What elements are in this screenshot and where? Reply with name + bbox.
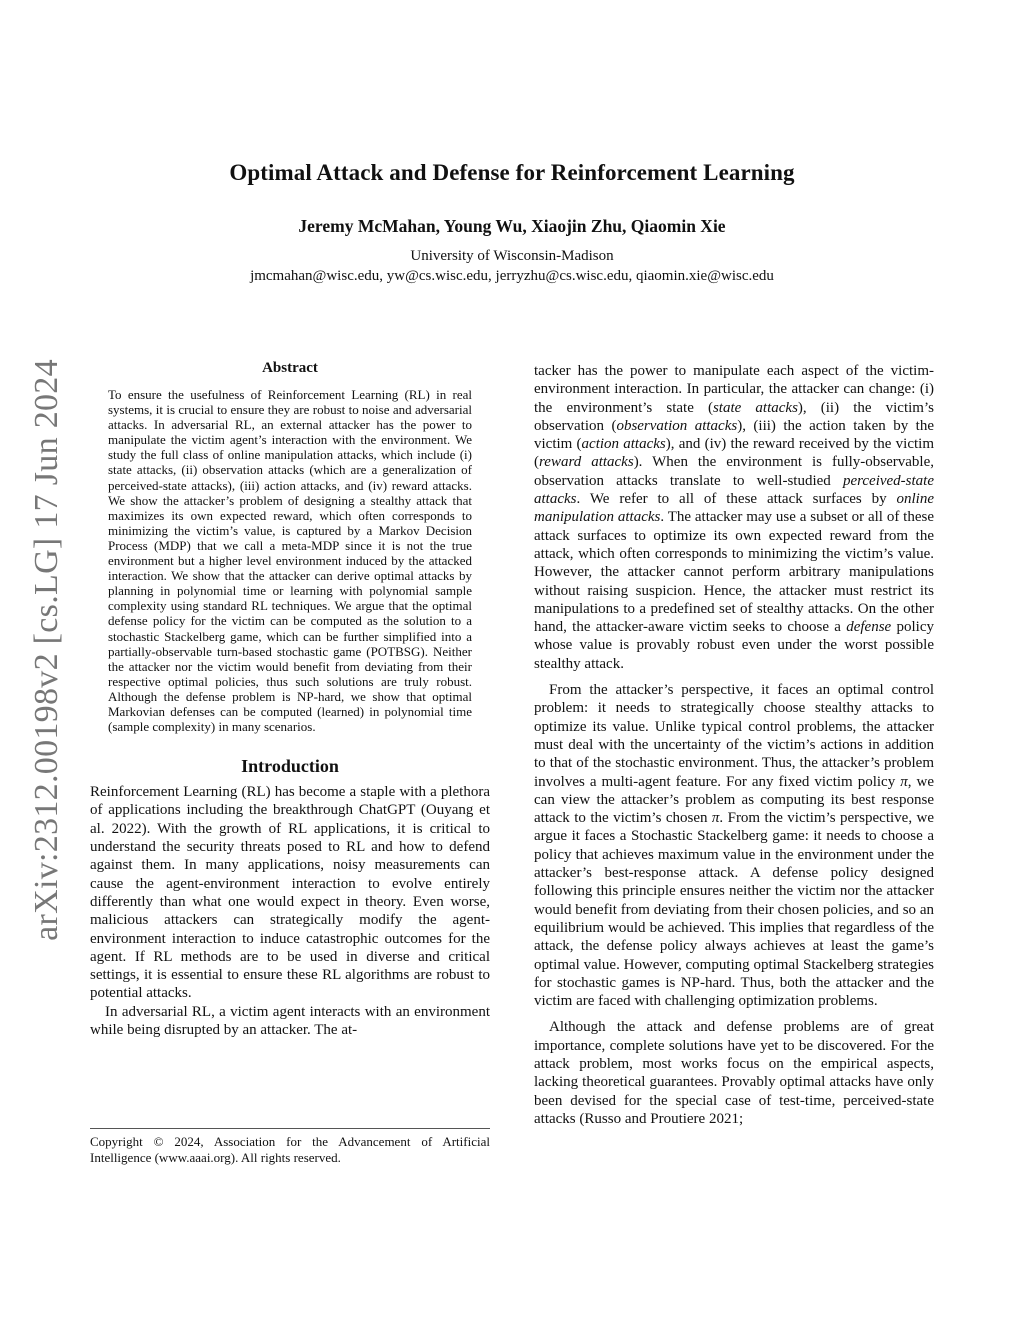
intro-paragraph-3: From the attacker’s perspective, it faces an optimal control problem: it needs to strategically choose stealthy attacks to optimize its value. Unlike typical control problems, the attacker must deal with the uncertainty of the victim’s actions in addition to that of the stochastic environment. Thus, the attacker’s problem involves a multi-agent feature. For any fixed victim policy π, we can view the attacker’s problem as computing its best response attack to the victim’s chosen π. From the victim’s perspective, we argue it faces a Stochastic Stackelberg game: it needs to choose a policy that achieves maximum value in the environment under the attacker’s best-response attack. A defense policy designed following this principle ensures neither the victim nor the attacker would benefit from deviating from their chosen policies, and so an equilibrium would be achieved. This implies that regardless of the attack, the defense policy always achieves at least the game’s optimal value. However, computing optimal Stackelberg strategies for stochastic games is NP-hard. Thus, both the attacker and the victim are faced with challenging optimization problems. bbox=[534, 682, 934, 1010]
introduction-heading: Introduction bbox=[241, 756, 339, 777]
author-list: Jeremy McMahan, Young Wu, Xiaojin Zhu, Qiaomin Xie bbox=[298, 216, 726, 236]
intro-paragraph-2: In adversarial RL, a victim agent interacts with an environment while being disrupted by an attacker. The at- bbox=[90, 1003, 490, 1039]
paper-title: Optimal Attack and Defense for Reinforcement Learning bbox=[229, 160, 795, 185]
abstract-section bbox=[90, 360, 490, 734]
abstract-text: To ensure the usefulness of Reinforcement Learning (RL) in real systems, it is crucial to ensure they are robust to noise and adversarial attacks. In adversarial RL, an external attacker has the power to manipulate the victim agent’s interaction with the environment. We study the full class of online manipulation attacks, which include (i) state attacks, (ii) observation attacks (which are a generalization of perceived-state attacks), (iii) action attacks, and (iv) reward attacks. We show the attacker’s problem of designing a stealthy attack that maximizes its own expected reward, which often corresponds to minimizing the victim’s value, is captured by a Markov Decision Process (MDP) that we call a meta-MDP since it is not the true environment but a higher level environment induced by the attacked interaction. We show that the attacker can derive optimal attacks by planning in polynomial time or learning with polynomial sample complexity using standard RL techniques. We argue that the optimal defense policy for the victim can be computed as the solution to a stochastic Stackelberg game, which can be further simplified into a partially-observable turn-based stochastic game (POTBSG). Neither the attacker nor the victim would benefit from deviating from their respective optimal policies, thus such solutions are truly robust. Although the defense problem is NP-hard, we show that optimal Markovian defenses can be computed (learned) in polynomial time (sample complexity) in many scenarios. bbox=[108, 387, 472, 735]
copyright-text: Copyright © 2024, Association for the Advancement of Artificial Intelligence (www.aaai.org). All rights reserved. bbox=[90, 1134, 490, 1165]
intro-paragraph-4: Although the attack and defense problems are of great importance, complete solutions have yet to be discovered. For the attack problem, most works focus on the empirical aspects, lacking theoretical guarantees. Provably optimal attacks have only been devised for the special case of test-time, perceived-state attacks (Russo and Proutiere 2021; bbox=[534, 1019, 934, 1127]
copyright-footnote bbox=[90, 1128, 490, 1166]
arxiv-identifier: arXiv:2312.00198v2 [cs.LG] 17 Jun 2024 bbox=[28, 359, 65, 941]
author-emails: jmcmahan@wisc.edu, yw@cs.wisc.edu, jerryzhu@cs.wisc.edu, qiaomin.xie@wisc.edu bbox=[250, 268, 774, 284]
intro-paragraph-2-continued: tacker has the power to manipulate each aspect of the victim-environment interaction. In particular, the attacker can change: (i) the environment’s state (state attacks), (ii) the victim’s observation (observation attacks), (iii) the action taken by the victim (action attacks), and (iv) the reward received by the victim (reward attacks). When the environment is fully-observable, observation attacks translate to well-studied perceived-state attacks. We refer to all of these attack surfaces by online manipulation attacks. The attacker may use a subset or all of these attack surfaces to optimize its own expected reward from the attack, which often corresponds to minimizing the victim’s value. However, the attacker cannot perform arbitrary manipulations without raising suspicion. Hence, the attacker must restrict its manipulations to a predefined set of stealthy attacks. On the other hand, the attacker-aware victim seeks to choose a defense policy whose value is provably robust even under the worst possible stealthy attack. bbox=[534, 363, 934, 672]
affiliation: University of Wisconsin-Madison bbox=[410, 248, 614, 264]
intro-paragraph-1: Reinforcement Learning (RL) has become a staple with a plethora of applications including the breakthrough ChatGPT (Ouyang et al. 2022). With the growth of RL applications, it is critical to understand the security threats posed to RL and how to defend against them. In many applications, noisy measurements can cause the agent-environment interaction to evolve entirely differently than what one would expect in theory. Even worse, malicious attackers can strategically modify the agent-environment interaction to induce catastrophic outcomes for the agent. If RL methods are to be used in diverse and critical settings, it is essential to ensure these RL algorithms are robust to potential attacks. bbox=[90, 784, 490, 1002]
abstract-heading: Abstract bbox=[262, 360, 318, 376]
right-column bbox=[534, 362, 934, 1128]
left-column bbox=[90, 360, 490, 1039]
footnote-rule bbox=[90, 1128, 490, 1129]
